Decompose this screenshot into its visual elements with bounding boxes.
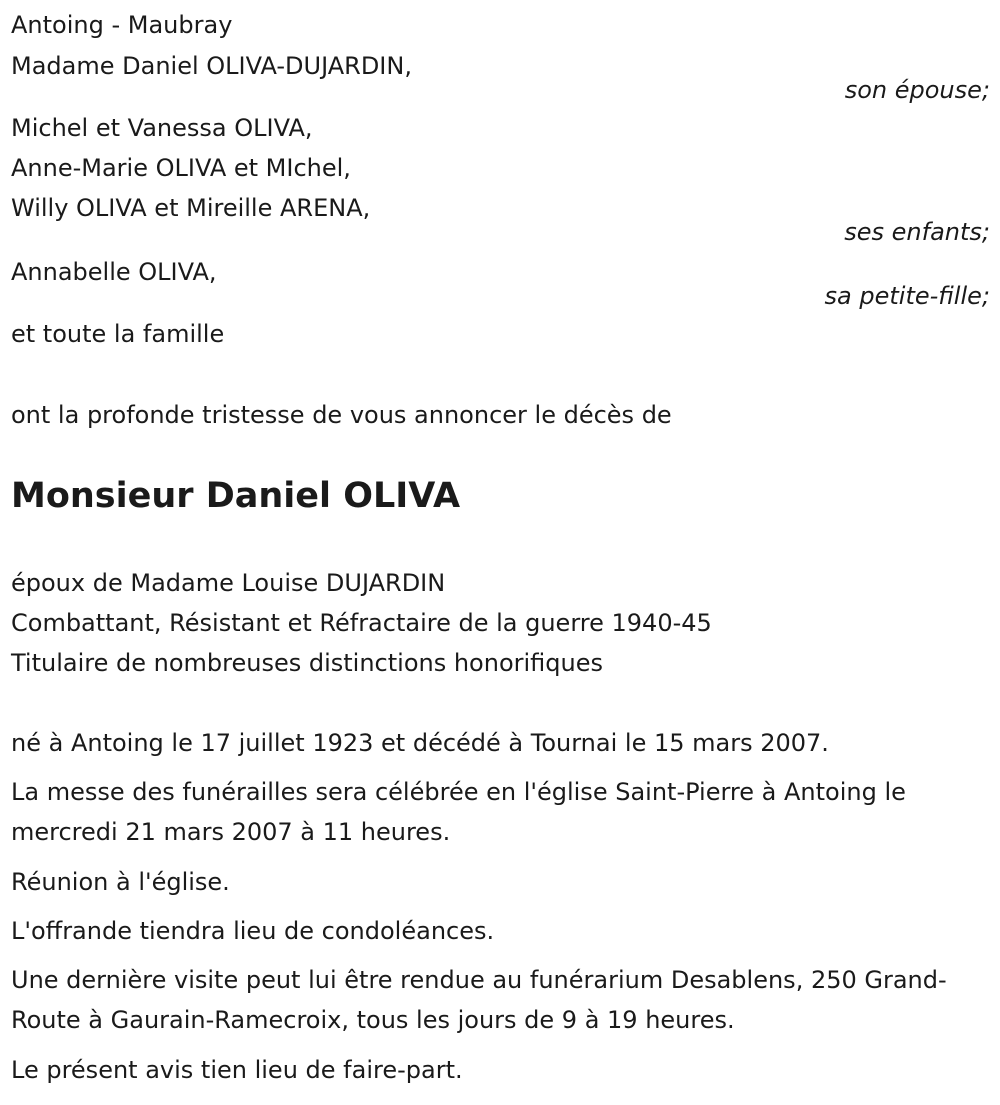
detail-combatant: Combattant, Résistant et Réfractaire de la guerre 1940-45 — [11, 609, 712, 637]
deceased-name: Monsieur Daniel OLIVA — [11, 476, 461, 516]
funeral-paragraph: La messe des funérailles sera célébrée en l'église Saint-Pierre à Antoing le mercredi 21 mars 2007 à 11 heures. — [11, 778, 906, 846]
location-line: Antoing - Maubray — [11, 11, 233, 39]
closing-line: Le présent avis tien lieu de faire-part. — [11, 1056, 463, 1084]
children-role: ses enfants; — [844, 218, 990, 246]
detail-distinctions: Titulaire de nombreuses distinctions honorifiques — [11, 649, 603, 677]
visit-paragraph: Une dernière visite peut lui être rendue au funérarium Desablens, 250 Grand-Route à Gaurain-Ramecroix, tous les jours de 9 à 19 heures. — [11, 966, 947, 1034]
family-line: et toute la famille — [11, 320, 225, 348]
child-1: Michel et Vanessa OLIVA, — [11, 114, 313, 142]
birth-death-line: né à Antoing le 17 juillet 1923 et décédé à Tournai le 15 mars 2007. — [11, 729, 829, 757]
granddaughter-name: Annabelle OLIVA, — [11, 258, 217, 286]
meeting-line: Réunion à l'église. — [11, 868, 230, 896]
child-2: Anne-Marie OLIVA et MIchel, — [11, 154, 351, 182]
spouse-name: Madame Daniel OLIVA-DUJARDIN, — [11, 52, 412, 80]
announcement-line: ont la profonde tristesse de vous annoncer le décès de — [11, 401, 672, 429]
child-3: Willy OLIVA et Mireille ARENA, — [11, 194, 371, 222]
spouse-role: son épouse; — [844, 76, 990, 104]
detail-spouse: époux de Madame Louise DUJARDIN — [11, 569, 446, 597]
offering-line: L'offrande tiendra lieu de condoléances. — [11, 917, 495, 945]
granddaughter-role: sa petite-fille; — [824, 282, 990, 310]
